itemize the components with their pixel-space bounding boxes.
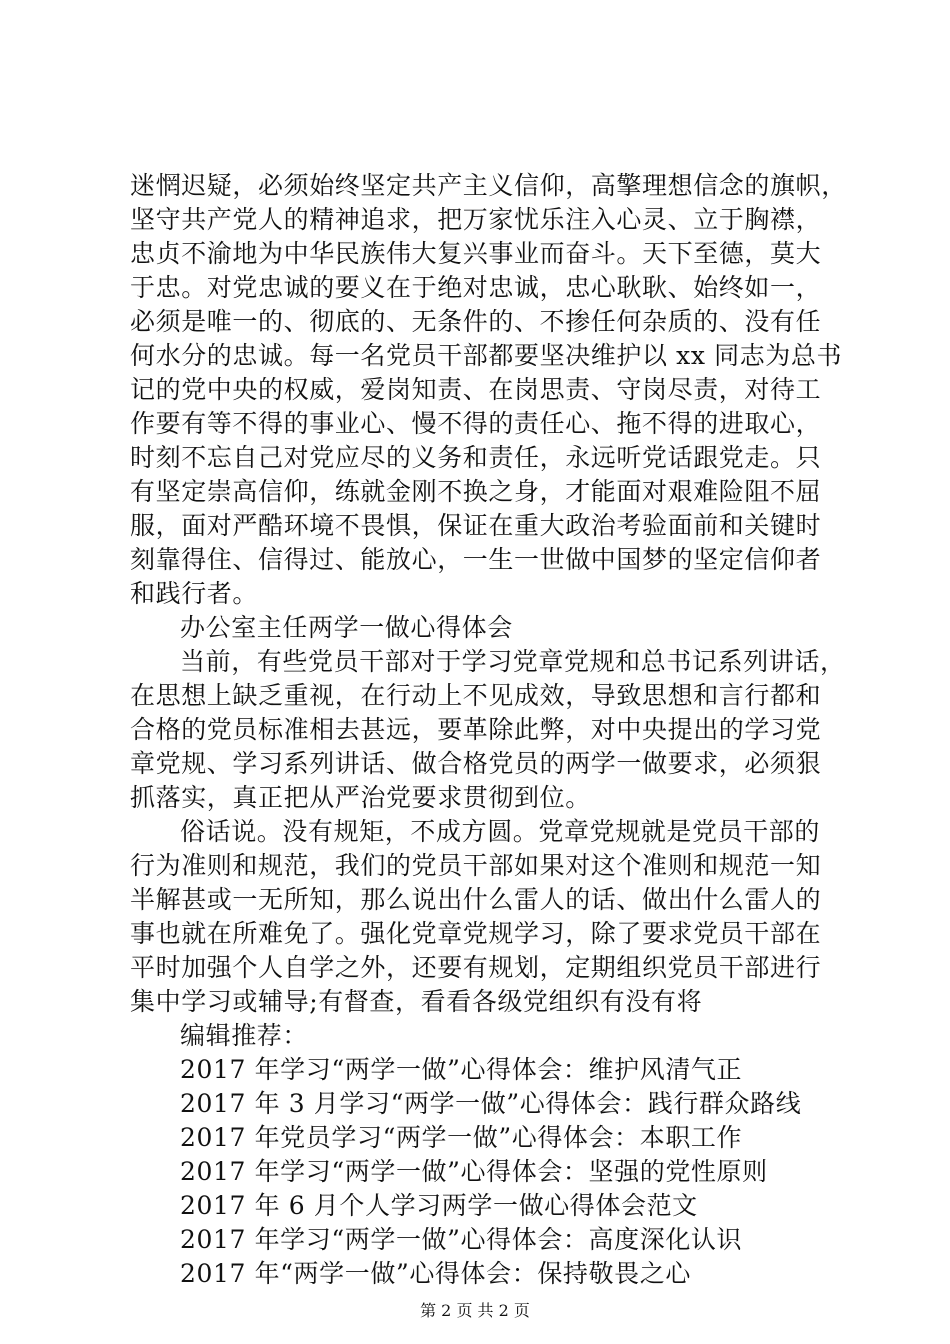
text-line: 在思想上缺乏重视，在行动上不见成效，导致思想和言行都和 [130, 681, 822, 710]
recommendation-link[interactable]: 2017 年党员学习“两学一做”心得体会：本职工作 [180, 1123, 743, 1152]
text-line: 作要有等不得的事业心、慢不得的责任心、拖不得的进取心， [130, 409, 822, 438]
recommendation-link[interactable]: 2017 年 3 月学习“两学一做”心得体会：践行群众路线 [180, 1089, 802, 1118]
text-line: 时刻不忘自己对党应尽的义务和责任，永远听党话跟党走。只 [130, 443, 822, 472]
text-line: 平时加强个人自学之外，还要有规划，定期组织党员干部进行 [130, 953, 822, 982]
text-line: 抓落实，真正把从严治党要求贯彻到位。 [130, 783, 591, 812]
page-footer: 第 2 页 共 2 页 [420, 1301, 530, 1320]
text-line: 行为准则和规范，我们的党员干部如果对这个准则和规范一知 [130, 851, 822, 880]
recommendation-link[interactable]: 2017 年学习“两学一做”心得体会：坚强的党性原则 [180, 1157, 768, 1186]
text-line: 迷惘迟疑，必须始终坚定共产主义信仰，高擎理想信念的旗帜， [130, 171, 847, 200]
text-line: 有坚定崇高信仰，练就金刚不换之身，才能面对艰难险阻不屈 [130, 477, 822, 506]
text-line: 合格的党员标准相去甚远，要革除此弊，对中央提出的学习党 [130, 715, 822, 744]
recommendation-link[interactable]: 2017 年学习“两学一做”心得体会：维护风清气正 [180, 1055, 743, 1084]
text-line: 忠贞不渝地为中华民族伟大复兴事业而奋斗。天下至德，莫大 [130, 239, 822, 268]
text-line: 必须是唯一的、彻底的、无条件的、不掺任何杂质的、没有任 [130, 307, 822, 336]
text-line: 坚守共产党人的精神追求，把万家忧乐注入心灵、立于胸襟， [130, 205, 822, 234]
text-line: 记的党中央的权威，爱岗知责、在岗思责、守岗尽责，对待工 [130, 375, 822, 404]
recommendation-link[interactable]: 2017 年学习“两学一做”心得体会：高度深化认识 [180, 1225, 743, 1254]
text-line: 半解甚或一无所知，那么说出什么雷人的话、做出什么雷人的 [130, 885, 822, 914]
text-line: 和践行者。 [130, 579, 259, 608]
text-line: 何水分的忠诚。每一名党员干部都要坚决维护以 xx 同志为总书 [130, 341, 843, 370]
text-line: 于忠。对党忠诚的要义在于绝对忠诚，忠心耿耿、始终如一， [130, 273, 822, 302]
section-title: 办公室主任两学一做心得体会 [180, 613, 513, 642]
text-line: 集中学习或辅导;有督查，看看各级党组织有没有将 [130, 987, 703, 1016]
text-line: 俗话说。没有规矩，不成方圆。党章党规就是党员干部的 [180, 817, 821, 846]
text-line: 事也就在所难免了。强化党章党规学习，除了要求党员干部在 [130, 919, 822, 948]
text-line: 服，面对严酷环境不畏惧，保证在重大政治考验面前和关键时 [130, 511, 822, 540]
text-line: 刻靠得住、信得过、能放心，一生一世做中国梦的坚定信仰者 [130, 545, 822, 574]
text-line: 章党规、学习系列讲话、做合格党员的两学一做要求，必须狠 [130, 749, 822, 778]
recommendation-link[interactable]: 2017 年 6 月个人学习两学一做心得体会范文 [180, 1191, 698, 1220]
text-line: 当前，有些党员干部对于学习党章党规和总书记系列讲话， [180, 647, 846, 676]
recommend-heading: 编辑推荐： [180, 1021, 309, 1050]
recommendation-link[interactable]: 2017 年“两学一做”心得体会：保持敬畏之心 [180, 1259, 691, 1288]
